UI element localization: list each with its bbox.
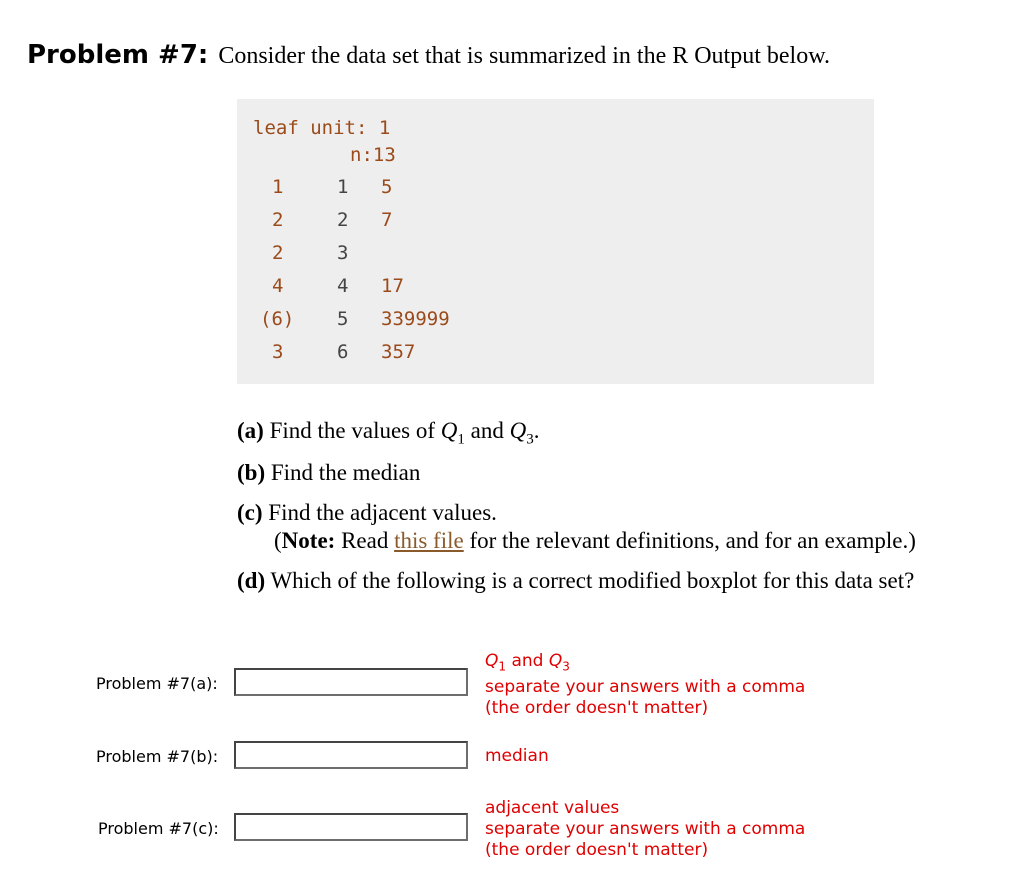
question-d-label: (d) [237, 568, 266, 593]
stem-row-count: 1 [272, 176, 284, 198]
q3-symbol: Q [509, 418, 527, 443]
q1-subscript: 1 [457, 431, 465, 448]
question-c-note [274, 528, 916, 554]
stem-row-stem: 2 [337, 209, 349, 231]
answer-c-hint [485, 798, 805, 861]
note-label: Note: [281, 528, 336, 553]
hint-q3-subscript: 3 [562, 659, 570, 674]
answer-b-input[interactable] [234, 741, 468, 769]
question-b-label: (b) [237, 460, 266, 485]
stem-row-count: 3 [272, 341, 284, 363]
stem-row-stem: 4 [337, 275, 349, 297]
note-rest: for the relevant definitions, and for an example.) [469, 528, 916, 553]
question-d-text: Which of the following is a correct modified boxplot for this data set? [270, 568, 915, 593]
stem-row-count: 2 [272, 242, 284, 264]
hint-and: and [511, 651, 544, 671]
stem-row-stem: 3 [337, 242, 349, 264]
stem-row-count: (6) [260, 308, 295, 330]
leaf-unit-line: leaf unit: 1 [253, 117, 391, 139]
hint-q1-subscript: 1 [498, 659, 507, 674]
answer-c-label: Problem #7(c): [98, 819, 219, 838]
answer-a-hint-line2: separate your answers with a comma [485, 677, 806, 698]
answer-c-hint-line3: (the order doesn't matter) [485, 840, 709, 860]
answer-a-input[interactable] [234, 668, 468, 696]
question-c-label: (c) [237, 500, 263, 525]
stem-row-count: 2 [272, 209, 284, 231]
question-a-label: (a) [237, 418, 264, 443]
question-a-period: . [533, 418, 540, 443]
hint-q1-symbol: Q [485, 651, 499, 671]
note-read: Read [341, 528, 389, 553]
answer-a-hint [485, 651, 805, 719]
stem-row-stem: 5 [337, 308, 349, 330]
q3-subscript: 3 [526, 431, 534, 448]
answer-c-hint-line2: separate your answers with a comma [485, 819, 806, 839]
answer-b-label: Problem #7(b): [96, 747, 219, 766]
question-b-text: Find the median [270, 460, 421, 485]
r-output-block [237, 99, 874, 384]
question-a-and: and [470, 418, 504, 443]
n-line: n:13 [350, 144, 396, 166]
question-c [237, 500, 497, 526]
answer-a-hint-line1 [485, 651, 805, 677]
stem-row-count: 4 [272, 275, 284, 297]
question-d [237, 568, 914, 594]
answer-c-hint-line1: adjacent values [485, 798, 620, 818]
question-c-text: Find the adjacent values. [268, 500, 497, 525]
question-a [237, 418, 540, 449]
answer-b-hint-line1: median [485, 746, 549, 766]
answer-b-hint [485, 746, 549, 767]
stem-row-stem: 6 [337, 341, 349, 363]
stem-row-leaves: 5 [381, 176, 393, 198]
answer-a-hint-line3: (the order doesn't matter) [485, 698, 709, 719]
stem-row-leaves: 7 [381, 209, 393, 231]
stem-row-leaves: 357 [381, 341, 416, 363]
question-a-text: Find the values of [269, 418, 436, 443]
note-open-paren: ( [274, 528, 282, 553]
answer-a-label: Problem #7(a): [96, 674, 218, 693]
stem-row-leaves: 17 [381, 275, 404, 297]
q1-symbol: Q [440, 418, 458, 443]
problem-number: Problem #7: [27, 40, 209, 70]
problem-intro: Consider the data set that is summarized in the R Output below. [218, 43, 830, 69]
hint-q3-symbol: Q [548, 651, 563, 671]
stem-row-stem: 1 [337, 176, 349, 198]
problem-header [27, 40, 830, 70]
question-b [237, 460, 420, 486]
stem-row-leaves: 339999 [381, 308, 450, 330]
answer-c-input[interactable] [234, 813, 468, 841]
this-file-link[interactable]: this file [394, 528, 464, 553]
